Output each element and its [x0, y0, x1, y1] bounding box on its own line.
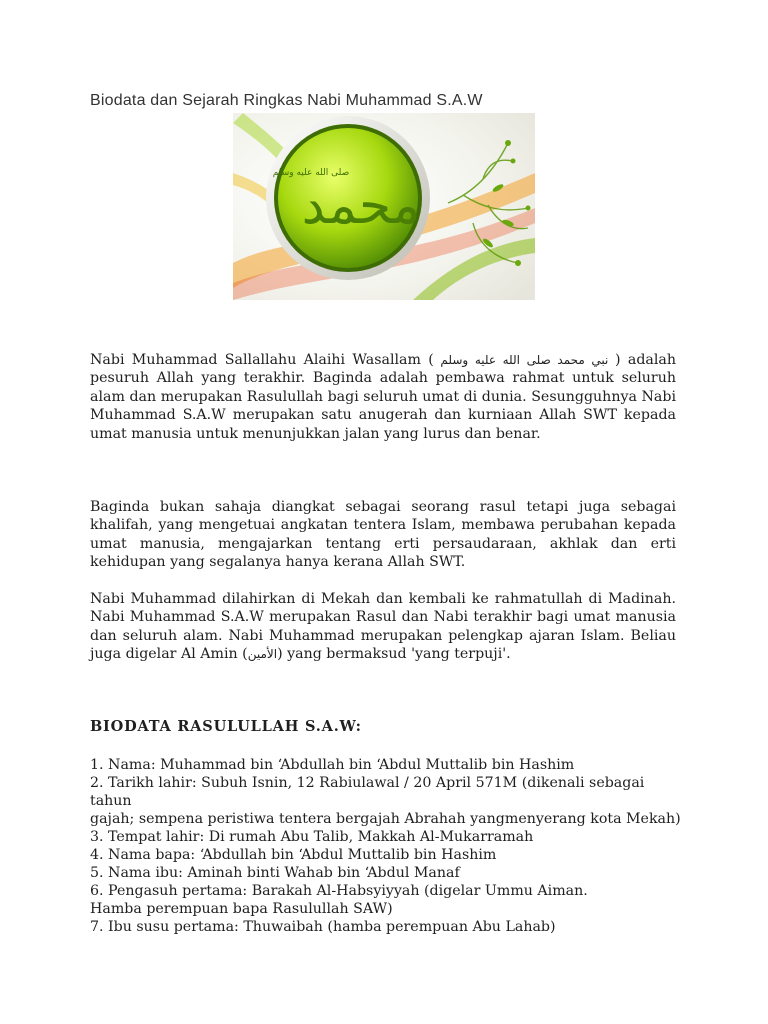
list-item: 5. Nama ibu: Aminah binti Wahab bin ‘Abdul Manaf — [90, 865, 460, 881]
arabic-salawat: نبي محمد صلى الله عليه وسلم — [433, 353, 616, 367]
paragraph-birth-text-a: Nabi Muhammad dilahirkan di Mekah dan kembali ke rahmatullah di Madinah. Nabi Muhammad S.A.W merupakan Rasul dan Nabi terakhir bagi umat manusia dan seluruh alam. Nabi Muhammad merupakan pelengkap ajaran Islam. Beliau juga digelar Al Amin ( — [90, 591, 676, 663]
paragraph-birth — [90, 590, 676, 664]
biodata-list — [90, 756, 690, 936]
calligraphy-image — [233, 113, 535, 300]
calligraphy-small-text: صلى الله عليه وسلم — [272, 168, 350, 178]
biodata-heading: BIODATA RASULULLAH S.A.W: — [90, 718, 362, 735]
list-item: 6. Pengasuh pertama: Barakah Al-Habsyiyyah (digelar Ummu Aiman. — [90, 883, 588, 899]
paragraph-birth-text-b: ) yang bermaksud 'yang terpuji'. — [277, 646, 511, 663]
paragraph-intro-text-a: Nabi Muhammad Sallallahu Alaihi Wasallam ( — [90, 352, 434, 368]
paragraph-intro — [90, 351, 676, 443]
arabic-al-amin: الأمين — [247, 647, 278, 662]
list-item: 3. Tempat lahir: Di rumah Abu Talib, Makkah Al-Mukarramah — [90, 829, 534, 845]
list-item: 7. Ibu susu pertama: Thuwaibah (hamba perempuan Abu Lahab) — [90, 919, 556, 935]
paragraph-khalifah: Baginda bukan sahaja diangkat sebagai seorang rasul tetapi juga sebagai khalifah, yang mengetuai angkatan tentera Islam, membawa perubahan kepada umat manusia, mengajarkan tentang erti persaudaraan, akhlak dan erti kehidupan yang segalanya hanya kerana Allah SWT. — [90, 499, 676, 571]
list-item: 1. Nama: Muhammad bin ‘Abdullah bin ‘Abdul Muttalib bin Hashim — [90, 757, 575, 773]
document-title: Biodata dan Sejarah Ringkas Nabi Muhammad S.A.W — [90, 92, 483, 109]
list-item: 4. Nama bapa: ‘Abdullah bin ‘Abdul Muttalib bin Hashim — [90, 847, 497, 863]
list-item: Hamba perempuan bapa Rasulullah SAW) — [90, 901, 393, 917]
list-item: 2. Tarikh lahir: Subuh Isnin, 12 Rabiulawal / 20 April 571M (dikenali sebagai tahun — [90, 775, 645, 809]
calligraphy-illustration — [233, 113, 535, 300]
list-item: gajah; sempena peristiwa tentera bergajah Abrahah yangmenyerang kota Mekah) — [90, 811, 681, 827]
paragraph-intro-text-b: ) adalah pesuruh Allah yang terakhir. Baginda adalah pembawa rahmat untuk seluruh alam dan merupakan Rasulullah bagi seluruh umat di dunia. Sesungguhnya Nabi Muhammad S.A.W merupakan satu anugerah dan kurniaan Allah SWT kepada umat manusia untuk menunjukkan jalan yang lurus dan benar. — [90, 352, 676, 442]
calligraphy-text: محمد — [301, 176, 421, 236]
